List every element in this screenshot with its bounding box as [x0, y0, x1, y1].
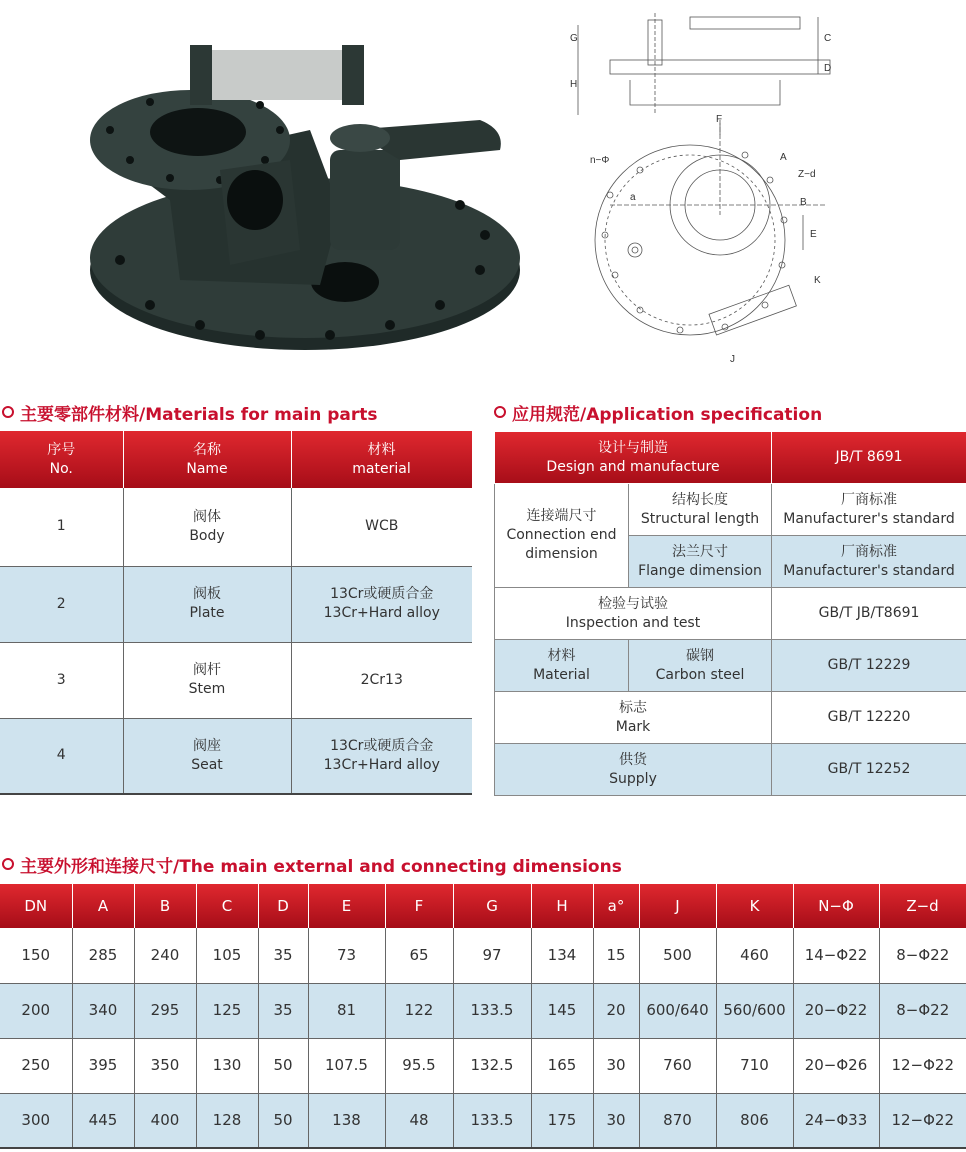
table-row	[0, 488, 472, 566]
table-cell: 8−Φ22	[879, 983, 966, 1038]
header-cell: J	[639, 884, 716, 928]
table-cell: 285	[72, 928, 134, 983]
header-name: 名称 Name	[123, 431, 291, 488]
table-cell: 8−Φ22	[879, 928, 966, 983]
design-value: JB/T 8691	[772, 432, 966, 484]
table-row	[0, 1038, 966, 1093]
label-D: D	[824, 63, 832, 74]
materials-section-title: 主要零部件材料/Materials for main parts	[2, 400, 377, 425]
row-no: 4	[0, 718, 123, 794]
table-cell: 165	[531, 1038, 593, 1093]
table-cell: 125	[196, 983, 258, 1038]
table-cell: 300	[0, 1093, 72, 1148]
table-cell: 35	[258, 983, 308, 1038]
table-cell: 500	[639, 928, 716, 983]
table-cell: 760	[639, 1038, 716, 1093]
label-E: E	[810, 229, 817, 240]
dimensions-table	[0, 884, 966, 1149]
table-cell: 105	[196, 928, 258, 983]
row-material: WCB	[291, 488, 472, 566]
label-B: B	[800, 197, 807, 208]
label-A: A	[780, 152, 787, 163]
table-cell: 12−Φ22	[879, 1093, 966, 1148]
label-n: n−Φ	[590, 155, 610, 166]
table-cell: 138	[308, 1093, 385, 1148]
label-G: G	[570, 33, 578, 44]
design-label: 设计与制造 Design and manufacture	[495, 432, 772, 484]
table-cell: 175	[531, 1093, 593, 1148]
material-sub: 碳钢 Carbon steel	[629, 640, 772, 692]
header-cell: D	[258, 884, 308, 928]
valve-photo	[60, 20, 540, 360]
table-cell: 95.5	[385, 1038, 453, 1093]
table-cell: 350	[134, 1038, 196, 1093]
table-cell: 395	[72, 1038, 134, 1093]
table-cell: 48	[385, 1093, 453, 1148]
table-cell: 250	[0, 1038, 72, 1093]
table-cell: 240	[134, 928, 196, 983]
label-J: J	[730, 354, 735, 365]
header-cell: Z−d	[879, 884, 966, 928]
application-section-title: 应用规范/Application specification	[494, 400, 822, 425]
label-C: C	[824, 33, 832, 44]
header-cell: DN	[0, 884, 72, 928]
header-no: 序号 No.	[0, 431, 123, 488]
table-cell: 340	[72, 983, 134, 1038]
table-cell: 30	[593, 1093, 639, 1148]
table-cell: 130	[196, 1038, 258, 1093]
row-name: 阀杆 Stem	[123, 642, 291, 718]
table-cell: 132.5	[453, 1038, 531, 1093]
table-cell: 30	[593, 1038, 639, 1093]
row-material: 2Cr13	[291, 642, 472, 718]
table-cell: 560/600	[716, 983, 793, 1038]
table-cell: 50	[258, 1038, 308, 1093]
table-cell: 24−Φ33	[793, 1093, 879, 1148]
dimensions-section-title: 主要外形和连接尺寸/The main external and connecting dimensions	[2, 852, 622, 877]
label-K: K	[814, 275, 821, 286]
supply-label: 供货 Supply	[495, 744, 772, 796]
row-material: 13Cr或硬质合金 13Cr+Hard alloy	[291, 718, 472, 794]
header-cell: G	[453, 884, 531, 928]
table-cell: 150	[0, 928, 72, 983]
header-cell: N−Φ	[793, 884, 879, 928]
row-no: 3	[0, 642, 123, 718]
materials-table	[0, 431, 473, 795]
table-row	[0, 983, 966, 1038]
table-cell: 20	[593, 983, 639, 1038]
header-cell: a°	[593, 884, 639, 928]
header-material: 材料 material	[291, 431, 472, 488]
table-cell: 73	[308, 928, 385, 983]
label-Z: Z−d	[798, 169, 816, 180]
label-F: F	[716, 114, 723, 125]
header-cell: H	[531, 884, 593, 928]
flange-label: 法兰尺寸 Flange dimension	[629, 536, 772, 588]
row-name: 阀座 Seat	[123, 718, 291, 794]
mark-label: 标志 Mark	[495, 692, 772, 744]
table-row	[0, 718, 472, 794]
header-cell: E	[308, 884, 385, 928]
row-no: 1	[0, 488, 123, 566]
table-cell: 65	[385, 928, 453, 983]
table-cell: 97	[453, 928, 531, 983]
table-cell: 122	[385, 983, 453, 1038]
table-cell: 133.5	[453, 1093, 531, 1148]
inspection-value: GB/T JB/T8691	[772, 588, 966, 640]
material-value: GB/T 12229	[772, 640, 966, 692]
row-name: 阀板 Plate	[123, 566, 291, 642]
inspection-label: 检验与试验 Inspection and test	[495, 588, 772, 640]
table-cell: 134	[531, 928, 593, 983]
table-cell: 400	[134, 1093, 196, 1148]
structural-label: 结构长度 Structural length	[629, 484, 772, 536]
label-a: a	[630, 192, 636, 203]
table-row	[0, 1093, 966, 1148]
supply-value: GB/T 12252	[772, 744, 966, 796]
table-cell: 133.5	[453, 983, 531, 1038]
table-cell: 870	[639, 1093, 716, 1148]
table-row	[0, 642, 472, 718]
table-cell: 460	[716, 928, 793, 983]
table-row	[0, 928, 966, 983]
bullet-icon	[2, 858, 14, 870]
table-cell: 35	[258, 928, 308, 983]
table-cell: 200	[0, 983, 72, 1038]
table-cell: 12−Φ22	[879, 1038, 966, 1093]
table-cell: 107.5	[308, 1038, 385, 1093]
bullet-icon	[494, 406, 506, 418]
application-table	[494, 431, 966, 796]
table-cell: 445	[72, 1093, 134, 1148]
row-material: 13Cr或硬质合金 13Cr+Hard alloy	[291, 566, 472, 642]
table-cell: 14−Φ22	[793, 928, 879, 983]
table-cell: 600/640	[639, 983, 716, 1038]
connection-label: 连接端尺寸 Connection end dimension	[495, 484, 629, 588]
table-cell: 81	[308, 983, 385, 1038]
header-cell: B	[134, 884, 196, 928]
header-cell: A	[72, 884, 134, 928]
table-cell: 145	[531, 983, 593, 1038]
row-name: 阀体 Body	[123, 488, 291, 566]
table-cell: 806	[716, 1093, 793, 1148]
table-cell: 20−Φ26	[793, 1038, 879, 1093]
table-cell: 128	[196, 1093, 258, 1148]
technical-drawing	[570, 5, 840, 370]
table-cell: 710	[716, 1038, 793, 1093]
bullet-icon	[2, 406, 14, 418]
table-cell: 20−Φ22	[793, 983, 879, 1038]
mark-value: GB/T 12220	[772, 692, 966, 744]
table-row	[0, 566, 472, 642]
header-cell: C	[196, 884, 258, 928]
material-label: 材料 Material	[495, 640, 629, 692]
structural-value: 厂商标准 Manufacturer's standard	[772, 484, 966, 536]
label-H: H	[570, 79, 578, 90]
row-no: 2	[0, 566, 123, 642]
table-cell: 50	[258, 1093, 308, 1148]
flange-value: 厂商标准 Manufacturer's standard	[772, 536, 966, 588]
header-cell: F	[385, 884, 453, 928]
header-cell: K	[716, 884, 793, 928]
table-cell: 15	[593, 928, 639, 983]
table-cell: 295	[134, 983, 196, 1038]
